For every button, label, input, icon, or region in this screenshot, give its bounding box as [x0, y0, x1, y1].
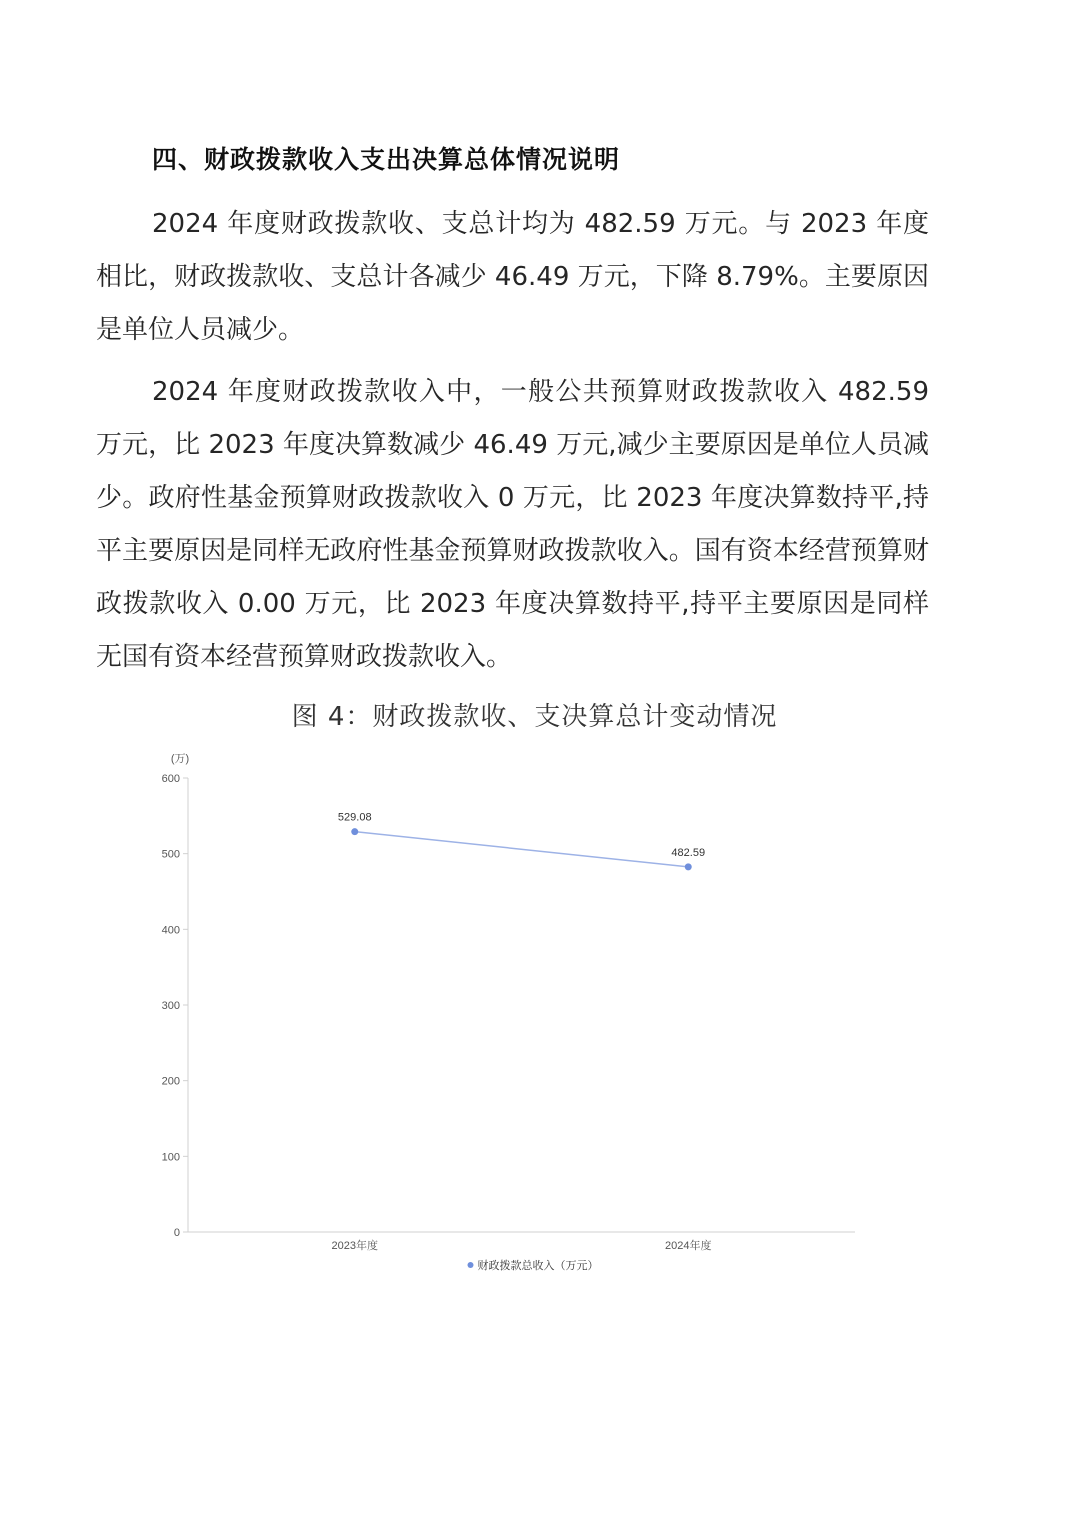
y-tick-label: 100 [161, 1151, 180, 1164]
y-tick-label: 200 [161, 1075, 180, 1088]
figure-caption: 图 4：财政拨款收、支决算总计变动情况 [291, 702, 778, 732]
y-tick-label: 600 [161, 773, 180, 785]
data-label: 482.59 [671, 846, 706, 859]
paragraph-income-breakdown: 2024 年度财政拨款收入中，一般公共预算财政拨款收入 482.59 万元，比 2023 年度决算数减少 46.49 万元,减少主要原因是单位人员减少。政府性基金预算财政拨款收入 0 万元，比 2023 年度决算数持平,持平主要原因是同样无政府性基金预算财政拨款收入。国有资本经营预算财政拨款收入 0.00 万元，比 2023 年度决算数持平,持平主要原因是同样无国有资本经营预算财政拨款收入。 [96, 377, 929, 672]
data-label: 529.08 [337, 811, 372, 824]
data-point [351, 828, 358, 835]
y-tick-label: 400 [161, 924, 180, 937]
y-tick-label: 0 [173, 1227, 180, 1239]
legend-marker [468, 1262, 474, 1268]
section-heading: 四、财政拨款收入支出决算总体情况说明 [152, 145, 621, 174]
x-tick-label: 2024年度 [665, 1240, 712, 1252]
y-tick-label: 500 [161, 848, 180, 861]
x-tick-label: 2023年度 [331, 1240, 378, 1252]
y-tick-label: 300 [161, 1000, 180, 1012]
income-line-chart [140, 740, 880, 1285]
legend-label: 财政拨款总收入（万元） [477, 1260, 599, 1272]
paragraph-total-overview: 2024 年度财政拨款收、支总计均为 482.59 万元。与 2023 年度相比，财政拨款收、支总计各减少 46.49 万元，下降 8.79%。主要原因是单位人员减少。 [96, 209, 929, 345]
y-unit-label: (万) [170, 753, 190, 765]
data-point [685, 863, 692, 870]
series-line [355, 832, 689, 867]
